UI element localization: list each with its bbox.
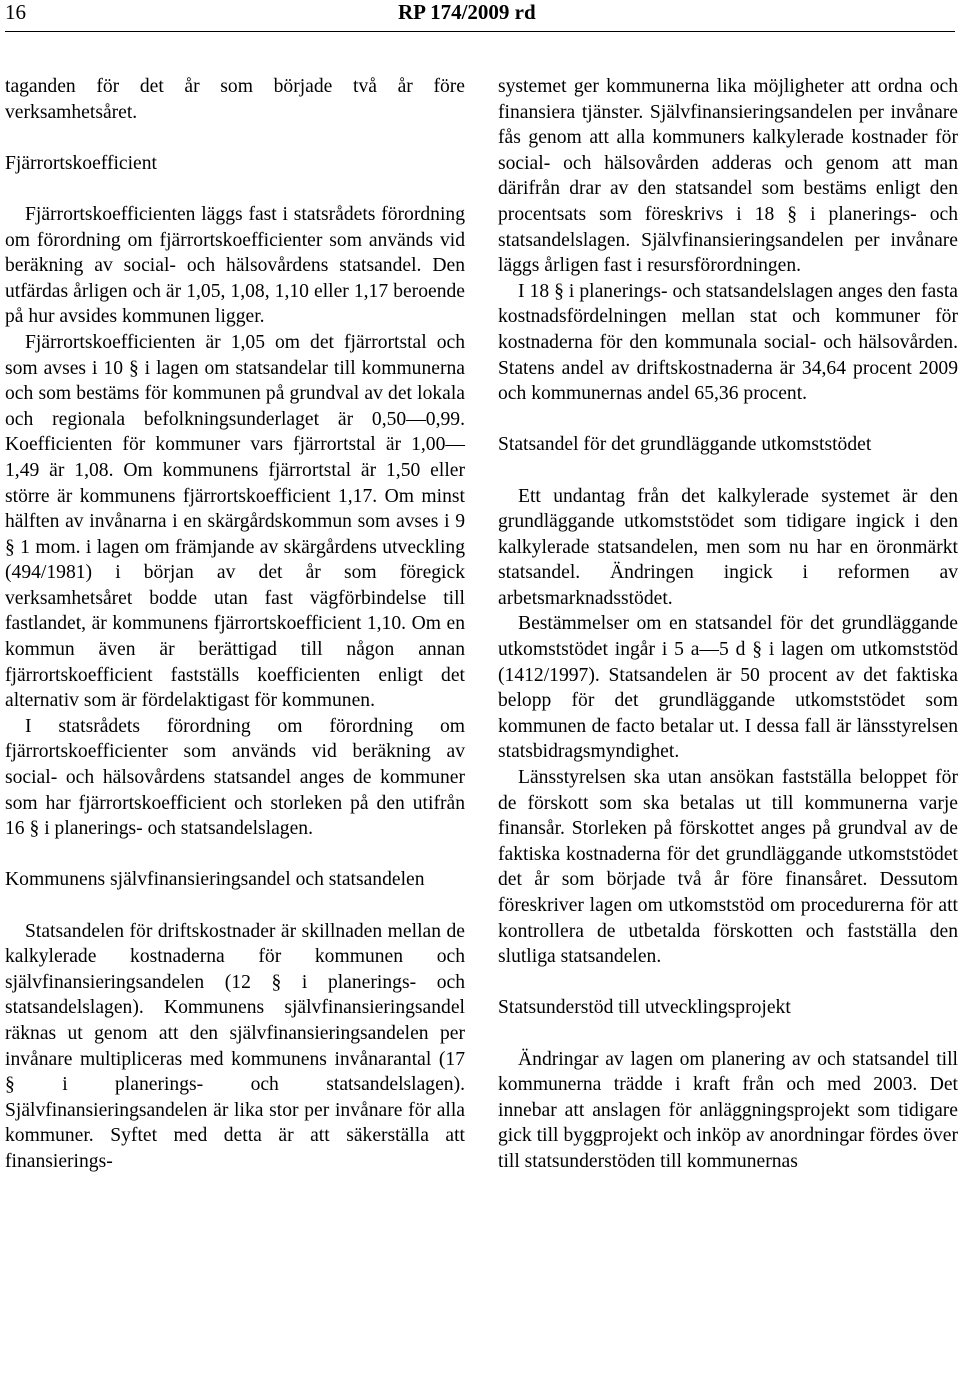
page-number: 16 bbox=[5, 0, 26, 24]
paragraph: Ändringar av lagen om planering av och statsandel till kommunerna trädde i kraft från och med 2003. Det innebar att anslagen för anläggningsprojekt som tidigare gick till byggprojekt och inköp av anordningar fördes över till statsunderstöden till kommunernas bbox=[498, 1048, 958, 1172]
right-column bbox=[498, 74, 958, 1175]
header-rule bbox=[5, 31, 955, 32]
paragraph: systemet ger kommunerna lika möjligheter att ordna och finansiera tjänster. Självfinansieringsandelen per invånare fås genom att alla kommuners kalkylerade kostnader för social- och hälsovården adderas och genom att man därifrån drar av den statsandel som bestäms enligt den procentsats som föreskrivs i 18 § i planerings- och statsandelslagen. Självfinansieringsandelen per invånare läggs årligen fast i resursförordningen. bbox=[498, 76, 958, 277]
paragraph: Bestämmelser om en statsandel för det grundläggande utkomststödet ingår i 5 a—5 d § i lagen om utkomststöd (1412/1997). Statsandelen är 50 procent av det faktiska belopp för det grundläggande utkomststödet som kommunen de facto betalar ut. I dessa fall är länsstyrelsen statsbidragsmyndighet. bbox=[498, 613, 958, 763]
paragraph: I statsrådets förordning om förordning om fjärrortskoefficienter som används vid beräkning av social- och hälsovårdens statsandel anges de kommuner som har fjärrortskoefficient och storleken på den utifrån 16 § i planerings- och statsandelslagen. bbox=[5, 715, 465, 840]
paragraph: Ett undantag från det kalkylerade systemet är den grundläggande utkomststödet som tidigare ingick i den kalkylerade statsandelen, men som nu har en öronmärkt statsandel. Ändringen ingick i reformen av arbetsmarknadsstödet. bbox=[498, 485, 958, 609]
section-heading: Kommunens självfinansieringsandel och statsandelen bbox=[5, 869, 425, 891]
paragraph: I 18 § i planerings- och statsandelslagen anges den fasta kostnadsfördelningen mellan stat och kommuner för kostnaderna för den kommunala social- och hälsovården. Statens andel av driftskostnaderna är 34,64 procent 2009 och kommunernas andel 65,36 procent. bbox=[498, 280, 958, 405]
paragraph: Fjärrortskoefficienten läggs fast i statsrådets förordning om förordning om fjärrortskoefficienter som används vid beräkning av social- och hälsovårdens statsandel. Den utfärdas årligen och är 1,05, 1,08, 1,10 eller 1,17 beroende på hur avsides kommunen ligger. bbox=[5, 203, 465, 328]
paragraph: Statsandelen för driftskostnader är skillnaden mellan de kalkylerade kostnaderna för kommunen och självfinansieringsandelen (12 § i planerings- och statsandelslagen). Kommunens självfinansieringsandel räknas ut genom att den självfinansieringsandelen per invånare multipliceras med kommunens invånarantal (17 § i planerings- och statsandelslagen). Självfinansieringsandelen är lika stor per invånare för alla kommuner. Syftet med detta är att säkerställa att finansierings- bbox=[5, 920, 465, 1172]
paragraph: Fjärrortskoefficienten är 1,05 om det fjärrortstal och som avses i 10 § i lagen om statsandelar till kommunerna och som bestäms för kommunen på grundval av det lokala och regionala befolkningsunderlaget är 0,50—0,99. Koefficienten för kommuner vars fjärrortstal är 1,00—1,49 är 1,08. Om kommunens fjärrortstal är 1,50 eller större är kommunens fjärrortskoefficient 1,17. Om minst hälften av invånarna i en skärgårdskommun som avses i 9 § 1 mom. i lagen om främjande av skärgårdens utveckling (494/1981) i början av det år som föregick verksamhetsåret bodde utan fast vägförbindelse till fastlandet, är kommunens fjärrortskoefficient 1,10. Om en kommun även är berättigad till någon annan fjärrortskoefficient fastställs koefficienten enligt det alternativ som är fördelaktigast för kommunen. bbox=[5, 331, 465, 712]
paragraph: Länsstyrelsen ska utan ansökan fastställa beloppet för de förskott som ska betalas ut till kommunerna varje finansår. Storleken på förskottet anges på grundval av de faktiska kostnaderna för det grundläggande utkomststödet det år som började två år före finansåret. Dessutom föreskriver lagen om utkomststöd om procedurerna för att kontrollera de utbetalda förskotten och fastställa den slutliga statsandelen. bbox=[498, 767, 958, 968]
section-heading: Statsandel för det grundläggande utkomststödet bbox=[498, 434, 872, 456]
section-heading: Statsunderstöd till utvecklingsprojekt bbox=[498, 997, 791, 1019]
document-id: RP 174/2009 rd bbox=[398, 0, 536, 24]
page-header bbox=[0, 0, 960, 28]
left-column bbox=[5, 74, 465, 1175]
paragraph: taganden för det år som började två år före verksamhetsåret. bbox=[5, 76, 465, 123]
section-heading: Fjärrortskoefficient bbox=[5, 152, 157, 174]
